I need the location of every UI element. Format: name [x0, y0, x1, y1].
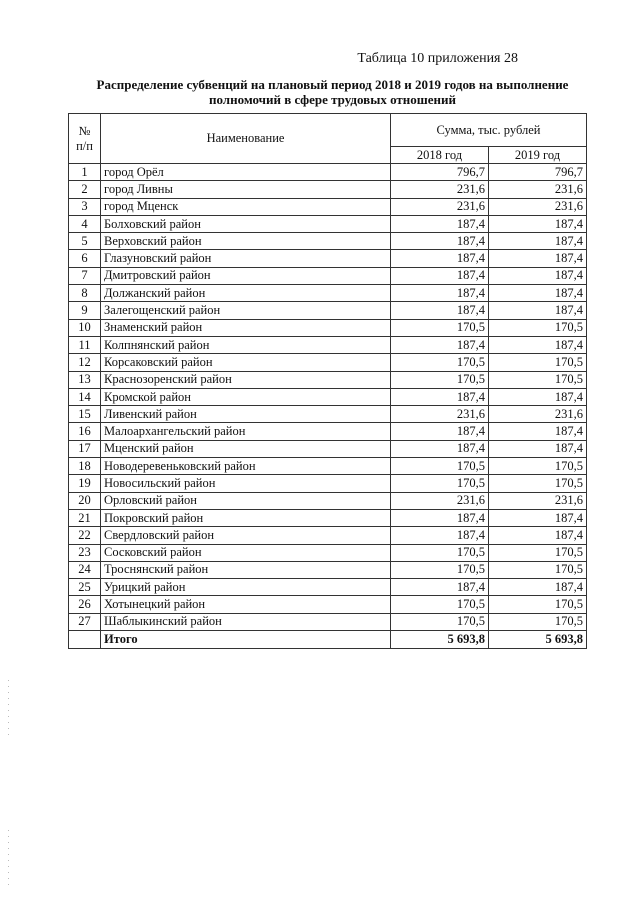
row-value-2018: 231,6 [391, 198, 489, 215]
row-value-2018: 170,5 [391, 319, 489, 336]
table-row [69, 354, 587, 371]
header-year-2018: 2018 год [391, 147, 489, 164]
row-number: 2 [69, 181, 101, 198]
row-name: Урицкий район [101, 579, 391, 596]
row-value-2019: 187,4 [489, 388, 587, 405]
row-name: Малоархангельский район [101, 423, 391, 440]
row-value-2019: 187,4 [489, 423, 587, 440]
row-value-2018: 170,5 [391, 458, 489, 475]
row-value-2018: 187,4 [391, 388, 489, 405]
table-row [69, 475, 587, 492]
table-row [69, 458, 587, 475]
table-row [69, 527, 587, 544]
table-row [69, 561, 587, 578]
row-number: 9 [69, 302, 101, 319]
row-value-2018: 170,5 [391, 561, 489, 578]
row-name: город Орёл [101, 164, 391, 181]
row-number: 16 [69, 423, 101, 440]
row-value-2019: 187,4 [489, 267, 587, 284]
row-value-2018: 187,4 [391, 423, 489, 440]
row-number: 1 [69, 164, 101, 181]
row-value-2019: 170,5 [489, 544, 587, 561]
row-number: 4 [69, 215, 101, 232]
row-value-2019: 231,6 [489, 492, 587, 509]
row-number: 26 [69, 596, 101, 613]
row-name: Шаблыкинский район [101, 613, 391, 630]
row-value-2018: 187,4 [391, 250, 489, 267]
row-name: Залегощенский район [101, 302, 391, 319]
row-name: город Мценск [101, 198, 391, 215]
table-row [69, 285, 587, 302]
table-row [69, 492, 587, 509]
row-value-2018: 187,4 [391, 440, 489, 457]
row-value-2019: 170,5 [489, 561, 587, 578]
row-name: Мценский район [101, 440, 391, 457]
margin-dots [8, 680, 9, 740]
row-number: 21 [69, 509, 101, 526]
row-name: Должанский район [101, 285, 391, 302]
row-number: 11 [69, 336, 101, 353]
row-name: Троснянский район [101, 561, 391, 578]
table-total-row [69, 631, 587, 649]
row-value-2018: 170,5 [391, 613, 489, 630]
row-value-2019: 187,4 [489, 579, 587, 596]
row-number: 14 [69, 388, 101, 405]
row-number: 3 [69, 198, 101, 215]
header-year-2019: 2019 год [489, 147, 587, 164]
row-number: 20 [69, 492, 101, 509]
document-title-line-1: Распределение субвенций на плановый период 2018 и 2019 годов на выполнение [96, 77, 569, 92]
table-row [69, 233, 587, 250]
row-value-2018: 170,5 [391, 371, 489, 388]
row-number: 27 [69, 613, 101, 630]
row-name: Краснозоренский район [101, 371, 391, 388]
table-row [69, 388, 587, 405]
row-name: Колпнянский район [101, 336, 391, 353]
row-value-2018: 187,4 [391, 527, 489, 544]
row-value-2019: 170,5 [489, 613, 587, 630]
row-value-2018: 231,6 [391, 492, 489, 509]
row-name: Глазуновский район [101, 250, 391, 267]
row-value-2018: 170,5 [391, 544, 489, 561]
table-caption: Таблица 10 приложения 28 [357, 51, 518, 66]
row-value-2018: 170,5 [391, 475, 489, 492]
table-row [69, 613, 587, 630]
margin-dots [8, 830, 9, 890]
row-value-2019: 187,4 [489, 250, 587, 267]
row-number: 25 [69, 579, 101, 596]
table-header-row [69, 114, 587, 147]
table-row [69, 336, 587, 353]
table-row [69, 509, 587, 526]
document-title [60, 77, 605, 107]
row-value-2019: 170,5 [489, 354, 587, 371]
row-value-2018: 796,7 [391, 164, 489, 181]
row-value-2019: 170,5 [489, 371, 587, 388]
row-value-2019: 187,4 [489, 285, 587, 302]
row-number: 19 [69, 475, 101, 492]
table-body [69, 164, 587, 649]
row-value-2018: 231,6 [391, 406, 489, 423]
row-name: город Ливны [101, 181, 391, 198]
row-value-2018: 187,4 [391, 285, 489, 302]
row-value-2018: 170,5 [391, 354, 489, 371]
row-value-2019: 231,6 [489, 181, 587, 198]
row-value-2018: 187,4 [391, 233, 489, 250]
header-sum: Сумма, тыс. рублей [391, 114, 587, 147]
table-row [69, 319, 587, 336]
row-value-2019: 796,7 [489, 164, 587, 181]
row-name: Ливенский район [101, 406, 391, 423]
row-number: 23 [69, 544, 101, 561]
row-value-2019: 170,5 [489, 596, 587, 613]
table-row [69, 164, 587, 181]
table-row [69, 302, 587, 319]
row-value-2019: 187,4 [489, 440, 587, 457]
row-number: 18 [69, 458, 101, 475]
row-name: Знаменский район [101, 319, 391, 336]
table-row [69, 544, 587, 561]
table-row [69, 579, 587, 596]
table-row [69, 440, 587, 457]
row-value-2018: 187,4 [391, 509, 489, 526]
table-row [69, 371, 587, 388]
total-label: Итого [101, 631, 391, 649]
row-value-2018: 170,5 [391, 596, 489, 613]
row-number: 5 [69, 233, 101, 250]
row-value-2018: 187,4 [391, 215, 489, 232]
row-value-2018: 187,4 [391, 336, 489, 353]
row-name: Верховский район [101, 233, 391, 250]
header-name: Наименование [101, 114, 391, 164]
subvention-table [68, 113, 587, 649]
total-value-2019: 5 693,8 [489, 631, 587, 649]
row-name: Кромской район [101, 388, 391, 405]
row-name: Орловский район [101, 492, 391, 509]
table-row [69, 198, 587, 215]
row-number: 6 [69, 250, 101, 267]
row-name: Болховский район [101, 215, 391, 232]
table-row [69, 267, 587, 284]
header-number: № п/п [69, 114, 101, 164]
row-value-2019: 187,4 [489, 215, 587, 232]
row-number: 17 [69, 440, 101, 457]
row-value-2019: 170,5 [489, 319, 587, 336]
row-value-2019: 170,5 [489, 475, 587, 492]
row-value-2019: 231,6 [489, 198, 587, 215]
row-value-2019: 187,4 [489, 509, 587, 526]
row-name: Дмитровский район [101, 267, 391, 284]
row-value-2019: 231,6 [489, 406, 587, 423]
row-value-2018: 187,4 [391, 267, 489, 284]
row-value-2018: 187,4 [391, 579, 489, 596]
row-name: Новосильский район [101, 475, 391, 492]
document-title-line-2: полномочий в сфере трудовых отношений [208, 92, 457, 107]
row-number: 12 [69, 354, 101, 371]
row-number: 10 [69, 319, 101, 336]
row-value-2018: 231,6 [391, 181, 489, 198]
table-row [69, 423, 587, 440]
table-row [69, 250, 587, 267]
row-value-2019: 187,4 [489, 527, 587, 544]
row-name: Хотынецкий район [101, 596, 391, 613]
row-name: Корсаковский район [101, 354, 391, 371]
row-value-2019: 170,5 [489, 458, 587, 475]
total-value-2018: 5 693,8 [391, 631, 489, 649]
row-value-2019: 187,4 [489, 233, 587, 250]
row-number: 13 [69, 371, 101, 388]
row-number: 8 [69, 285, 101, 302]
row-number: 24 [69, 561, 101, 578]
row-number: 22 [69, 527, 101, 544]
row-name: Новодеревеньковский район [101, 458, 391, 475]
row-name: Свердловский район [101, 527, 391, 544]
row-value-2019: 187,4 [489, 302, 587, 319]
total-number [69, 631, 101, 649]
table-row [69, 596, 587, 613]
row-value-2018: 187,4 [391, 302, 489, 319]
table-row [69, 406, 587, 423]
row-value-2019: 187,4 [489, 336, 587, 353]
table-row [69, 215, 587, 232]
table-row [69, 181, 587, 198]
row-number: 7 [69, 267, 101, 284]
row-name: Покровский район [101, 509, 391, 526]
row-name: Сосковский район [101, 544, 391, 561]
row-number: 15 [69, 406, 101, 423]
